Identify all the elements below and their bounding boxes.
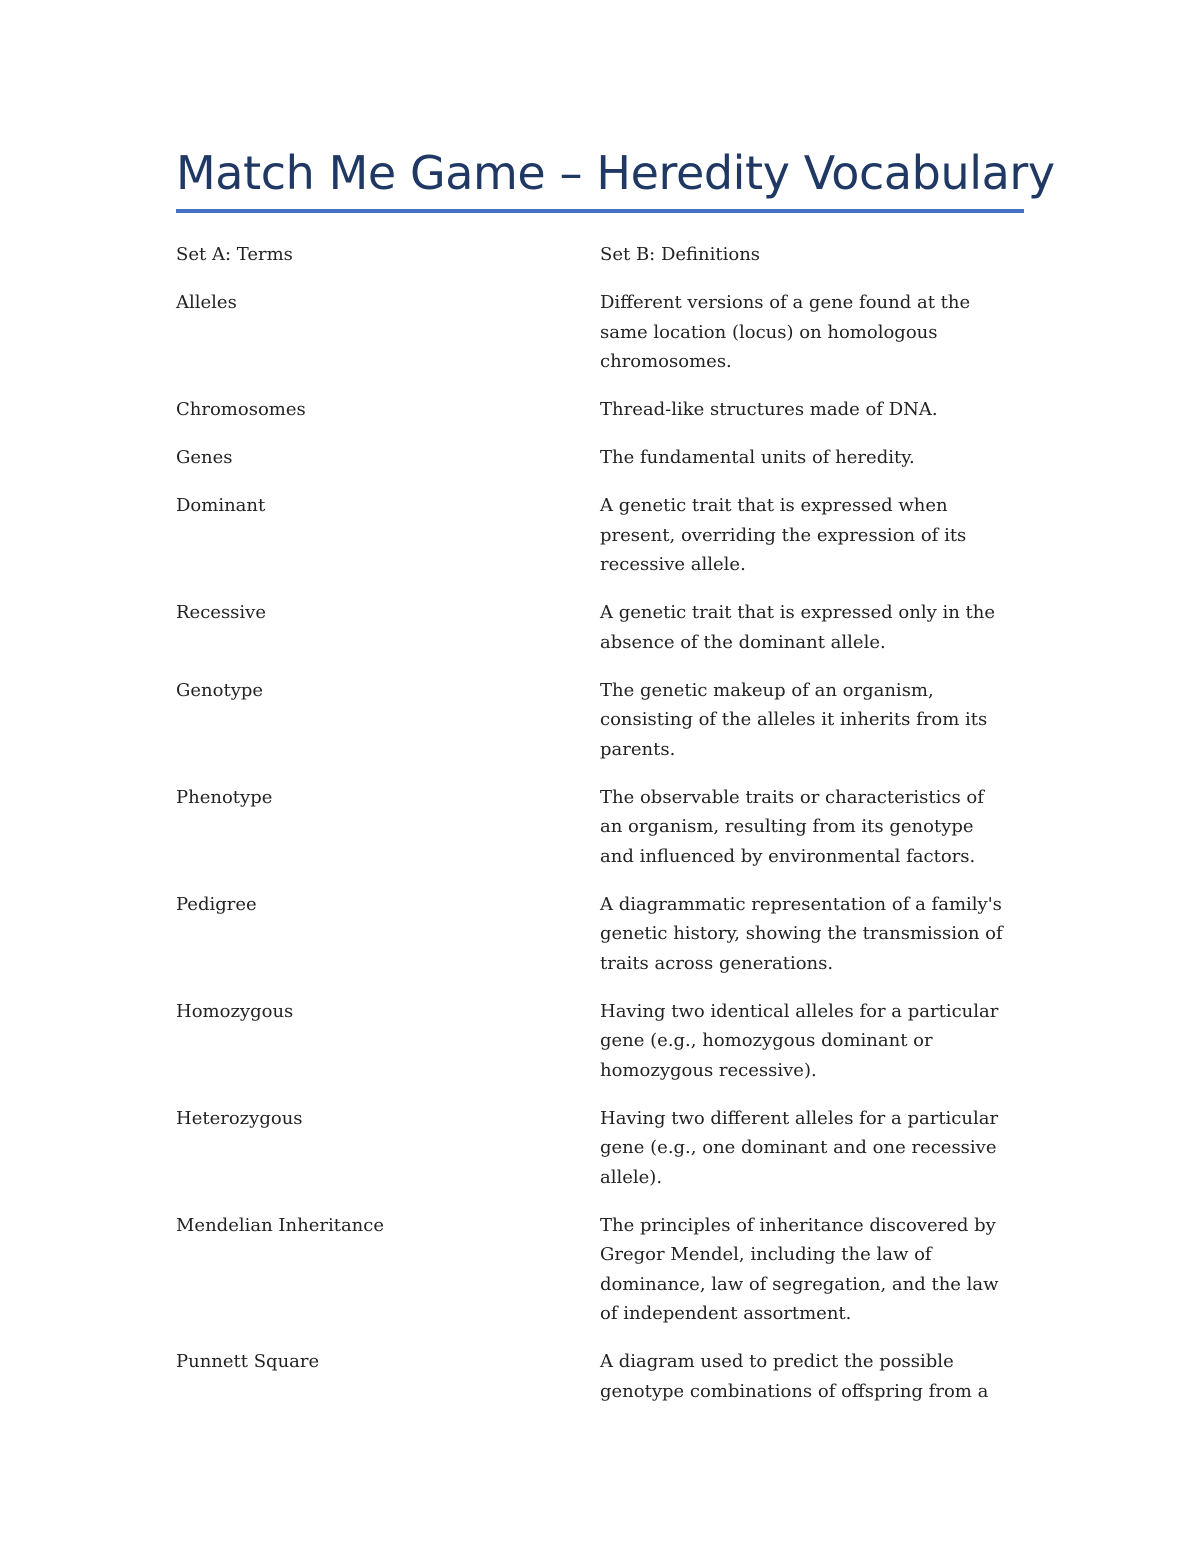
term: Mendelian Inheritance bbox=[176, 1214, 385, 1236]
page-title: Match Me Game – Heredity Vocabulary bbox=[176, 146, 1055, 200]
definition: A diagram used to predict the possible genotype combinations of offspring from a bbox=[600, 1351, 989, 1402]
term: Homozygous bbox=[176, 1000, 294, 1022]
definition: The observable traits or characteristics of an organism, resulting from its genotype and influenced by environmental factors. bbox=[600, 786, 984, 867]
vocab-row bbox=[176, 491, 1006, 580]
definition: Thread-like structures made of DNA. bbox=[600, 399, 938, 420]
vocab-row bbox=[176, 1211, 1006, 1329]
vocab-row bbox=[176, 288, 1006, 377]
vocab-row bbox=[176, 890, 1006, 979]
definition: A genetic trait that is expressed when present, overriding the expression of its recessive allele. bbox=[600, 495, 967, 575]
definition: The principles of inheritance discovered by Gregor Mendel, including the law of dominance, law of segregation, and the law of independent assortment. bbox=[600, 1214, 999, 1324]
vocabulary-table bbox=[176, 240, 1006, 1425]
vocab-row bbox=[176, 443, 1006, 473]
terms-column-header: Set A: Terms bbox=[176, 244, 293, 265]
term: Alleles bbox=[176, 292, 237, 313]
term: Recessive bbox=[176, 602, 266, 623]
term: Dominant bbox=[176, 495, 266, 516]
definition: Different versions of a gene found at the same location (locus) on homologous chromosomes. bbox=[600, 292, 971, 372]
definition: The fundamental units of heredity. bbox=[600, 447, 915, 468]
title-underline-rule bbox=[176, 209, 1024, 213]
column-header-row bbox=[176, 240, 1006, 270]
vocab-row bbox=[176, 997, 1006, 1086]
vocab-row bbox=[176, 598, 1006, 657]
definition: The genetic makeup of an organism, consisting of the alleles it inherits from its parents. bbox=[600, 679, 988, 760]
vocab-row bbox=[176, 395, 1006, 425]
definition: A genetic trait that is expressed only in the absence of the dominant allele. bbox=[600, 602, 996, 653]
term: Phenotype bbox=[176, 786, 273, 808]
term: Pedigree bbox=[176, 893, 257, 915]
definition: Having two identical alleles for a particular gene (e.g., homozygous dominant or homozygous recessive). bbox=[600, 1000, 999, 1081]
vocab-row bbox=[176, 676, 1006, 765]
term: Genotype bbox=[176, 679, 264, 701]
vocab-row bbox=[176, 783, 1006, 872]
vocab-row bbox=[176, 1104, 1006, 1193]
definition: Having two different alleles for a particular gene (e.g., one dominant and one recessive allele). bbox=[600, 1107, 999, 1188]
term: Punnett Square bbox=[176, 1351, 320, 1372]
term: Genes bbox=[176, 447, 233, 468]
term: Chromosomes bbox=[176, 399, 306, 420]
vocab-row bbox=[176, 1347, 1006, 1406]
definitions-column-header: Set B: Definitions bbox=[600, 244, 761, 265]
term: Heterozygous bbox=[176, 1107, 303, 1129]
definition: A diagrammatic representation of a family's genetic history, showing the transmission of traits across generations. bbox=[600, 893, 1003, 974]
